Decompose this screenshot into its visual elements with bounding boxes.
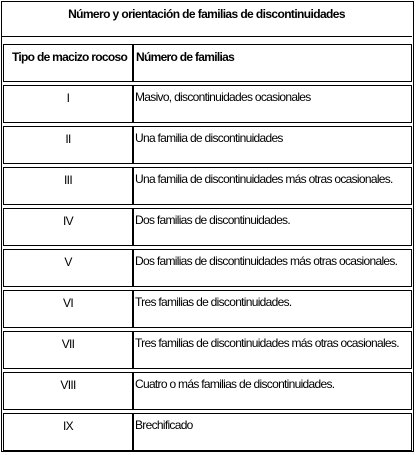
table-row bbox=[3, 167, 412, 205]
description-label: Una familia de discontinuidades más otras ocasionales. bbox=[135, 172, 393, 186]
header-cell-families bbox=[133, 44, 412, 82]
type-label: II bbox=[65, 132, 71, 146]
description-label: Una familia de discontinuidades bbox=[135, 131, 283, 145]
type-label: IV bbox=[63, 214, 73, 228]
type-label: VIII bbox=[60, 378, 76, 392]
description-cell bbox=[133, 167, 412, 205]
description-label: Cuatro o más familias de discontinuidades. bbox=[135, 377, 335, 391]
description-cell bbox=[133, 126, 412, 164]
description-cell bbox=[133, 208, 412, 246]
type-cell bbox=[3, 372, 133, 410]
table-row bbox=[3, 413, 412, 451]
description-label: Tres familias de discontinuidades más otras ocasionales. bbox=[135, 336, 399, 350]
description-cell bbox=[133, 290, 412, 328]
type-label: VII bbox=[61, 337, 75, 351]
description-cell bbox=[133, 413, 412, 451]
table-row bbox=[3, 372, 412, 410]
table-row bbox=[3, 290, 412, 328]
type-cell bbox=[3, 331, 133, 369]
type-cell bbox=[3, 413, 133, 451]
header-label-families: Número de familias bbox=[136, 50, 235, 64]
table-row bbox=[3, 85, 412, 123]
type-cell bbox=[3, 208, 133, 246]
description-cell bbox=[133, 85, 412, 123]
description-cell bbox=[133, 372, 412, 410]
table-title: Número y orientación de familias de discontinuidades bbox=[68, 7, 345, 21]
description-label: Dos familias de discontinuidades. bbox=[135, 213, 290, 227]
discontinuity-table bbox=[3, 41, 412, 454]
table-row bbox=[3, 249, 412, 287]
header-cell-type bbox=[3, 44, 133, 82]
description-cell bbox=[133, 249, 412, 287]
type-cell bbox=[3, 126, 133, 164]
description-label: Brechificado bbox=[135, 418, 193, 432]
table-title-bar bbox=[1, 1, 412, 37]
table-row bbox=[3, 208, 412, 246]
type-label: III bbox=[64, 173, 72, 187]
table-row bbox=[3, 126, 412, 164]
type-cell bbox=[3, 290, 133, 328]
type-cell bbox=[3, 85, 133, 123]
header-label-type: Tipo de macizo rocoso bbox=[12, 50, 128, 64]
type-cell bbox=[3, 249, 133, 287]
type-label: I bbox=[66, 91, 70, 105]
type-label: V bbox=[64, 255, 72, 269]
type-label: IX bbox=[63, 419, 73, 433]
type-label: VI bbox=[63, 296, 73, 310]
description-label: Tres familias de discontinuidades. bbox=[135, 295, 292, 309]
description-label: Dos familias de discontinuidades más otras ocasionales. bbox=[135, 254, 398, 268]
type-cell bbox=[3, 167, 133, 205]
description-cell bbox=[133, 331, 412, 369]
table-row bbox=[3, 331, 412, 369]
header-row bbox=[3, 44, 412, 82]
description-label: Masivo, discontinuidades ocasionales bbox=[135, 90, 311, 104]
